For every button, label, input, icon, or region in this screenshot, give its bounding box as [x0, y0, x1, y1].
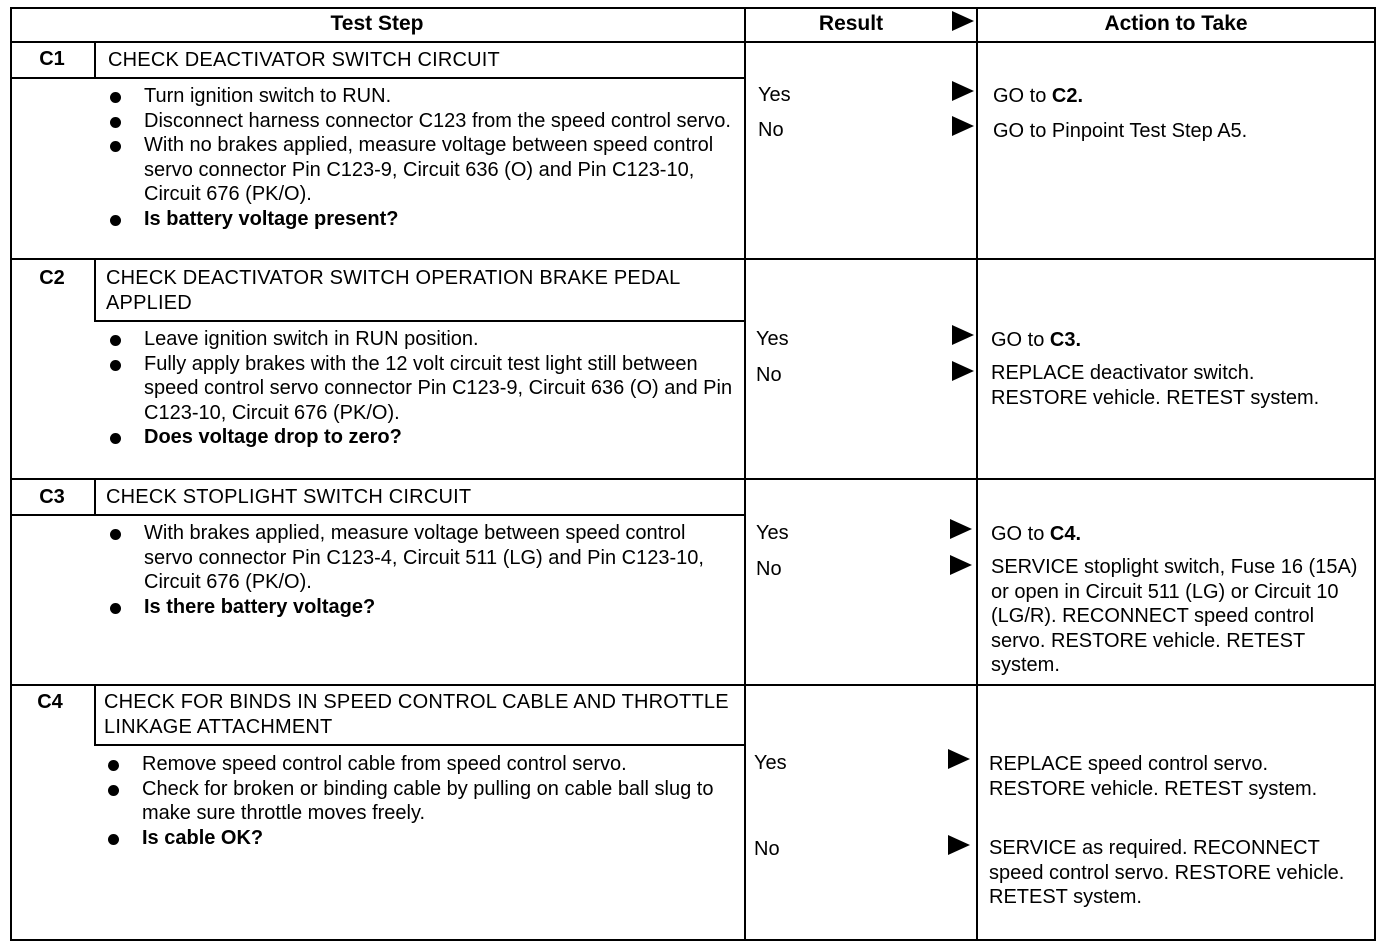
- title-underline-c1: [94, 77, 744, 79]
- code-divider-c2: [94, 258, 96, 322]
- bullet-item: With no brakes applied, measure voltage between speed control servo connector Pin C123-9, Circuit 636 (O) and Pin C123-10, Circuit 676 (PK/O).: [106, 133, 736, 207]
- bullet-item: Disconnect harness connector C123 from the speed control servo.: [106, 109, 736, 134]
- action-text: GO to: [991, 523, 1050, 545]
- result-yes-c1: Yes: [758, 84, 791, 106]
- arrow-icon: [952, 361, 974, 381]
- arrow-icon: [950, 519, 972, 539]
- step-bullets-c4: [104, 752, 734, 850]
- code-divider-c1: [94, 41, 96, 79]
- result-no-c2: No: [756, 364, 782, 386]
- arrow-icon: [952, 81, 974, 101]
- table-border-right: [1374, 7, 1376, 941]
- action-text: GO to: [991, 329, 1050, 351]
- header-action: Action to Take: [1104, 12, 1248, 35]
- bullet-item: Fully apply brakes with the 12 volt circuit test light still between speed control servo connector Pin C123-9, Circuit 636 (O) and Pin C123-10, Circuit 676 (PK/O).: [106, 352, 736, 426]
- code-divider-c4: [94, 684, 96, 746]
- step-title-c4: CHECK FOR BINDS IN SPEED CONTROL CABLE AND THROTTLE LINKAGE ATTACHMENT: [104, 691, 729, 738]
- bullet-question: Is cable OK?: [104, 826, 734, 851]
- step-title-c1: CHECK DEACTIVATOR SWITCH CIRCUIT: [108, 49, 500, 71]
- action-no-c2: REPLACE deactivator switch. RESTORE vehicle. RETEST system.: [991, 362, 1320, 409]
- bullet-question: Does voltage drop to zero?: [106, 425, 736, 450]
- action-yes-c3: [991, 522, 1366, 547]
- action-step-ref: C2.: [1051, 85, 1084, 107]
- row-divider-c3: [10, 478, 1376, 480]
- arrow-icon: [948, 835, 970, 855]
- step-code-c4: C4: [37, 691, 63, 713]
- diagnostic-table: [10, 7, 1376, 941]
- code-underline-c1: [10, 77, 94, 79]
- header-result-arrow-icon: [952, 11, 974, 31]
- action-step-ref: C3.: [1049, 329, 1082, 351]
- step-code-c1: C1: [39, 48, 65, 70]
- result-no-c3: No: [756, 558, 782, 580]
- row-divider-c2: [10, 258, 1376, 260]
- arrow-icon: [952, 325, 974, 345]
- table-border-bottom: [10, 939, 1376, 941]
- action-step-ref: C4.: [1049, 523, 1082, 545]
- bullet-item: Turn ignition switch to RUN.: [106, 84, 736, 109]
- bullet-item: Check for broken or binding cable by pulling on cable ball slug to make sure throttle moves freely.: [104, 777, 734, 826]
- result-yes-c4: Yes: [754, 752, 787, 774]
- bullet-item: With brakes applied, measure voltage between speed control servo connector Pin C123-4, Circuit 511 (LG) and Pin C123-10, Circuit 676 (PK/O).: [106, 521, 736, 595]
- result-yes-c2: Yes: [756, 328, 789, 350]
- column-divider-action: [976, 7, 978, 941]
- title-underline-c2: [94, 320, 744, 322]
- bullet-item: Leave ignition switch in RUN position.: [106, 327, 736, 352]
- row-divider-c4: [10, 684, 1376, 686]
- step-bullets-c1: [106, 84, 736, 231]
- arrow-icon: [950, 555, 972, 575]
- header-test-step: Test Step: [330, 12, 424, 35]
- result-yes-c3: Yes: [756, 522, 789, 544]
- action-no-c1: GO to Pinpoint Test Step A5.: [993, 120, 1248, 142]
- code-divider-c3: [94, 478, 96, 516]
- result-no-c4: No: [754, 838, 780, 860]
- header-divider: [10, 41, 1376, 43]
- code-underline-c3: [10, 514, 94, 516]
- step-title-c3: CHECK STOPLIGHT SWITCH CIRCUIT: [106, 486, 472, 508]
- table-border-left: [10, 7, 12, 941]
- step-title-c2: CHECK DEACTIVATOR SWITCH OPERATION BRAKE PEDAL APPLIED: [106, 267, 680, 314]
- step-code-c2: C2: [39, 267, 65, 289]
- action-text: GO to: [993, 85, 1052, 107]
- arrow-icon: [952, 116, 974, 136]
- bullet-question: Is battery voltage present?: [106, 207, 736, 232]
- bullet-question: Is there battery voltage?: [106, 595, 736, 620]
- step-bullets-c3: [106, 521, 736, 619]
- action-yes-c4: REPLACE speed control servo. RESTORE vehicle. RETEST system.: [989, 753, 1318, 800]
- column-divider-result: [744, 7, 746, 941]
- action-no-c3: SERVICE stoplight switch, Fuse 16 (15A) or open in Circuit 511 (LG) or Circuit 10 (LG/R). RECONNECT speed control servo. RESTORE vehicle. RETEST system.: [991, 556, 1358, 676]
- bullet-item: Remove speed control cable from speed control servo.: [104, 752, 734, 777]
- action-yes-c2: [991, 328, 1366, 353]
- action-yes-c1: [993, 84, 1368, 109]
- header-result: Result: [818, 12, 884, 35]
- title-underline-c3: [94, 514, 744, 516]
- arrow-icon: [948, 749, 970, 769]
- action-no-c4: SERVICE as required. RECONNECT speed control servo. RESTORE vehicle. RETEST system.: [989, 837, 1345, 908]
- step-bullets-c2: [106, 327, 736, 450]
- step-code-c3: C3: [39, 486, 65, 508]
- title-underline-c4: [94, 744, 744, 746]
- result-no-c1: No: [758, 119, 784, 141]
